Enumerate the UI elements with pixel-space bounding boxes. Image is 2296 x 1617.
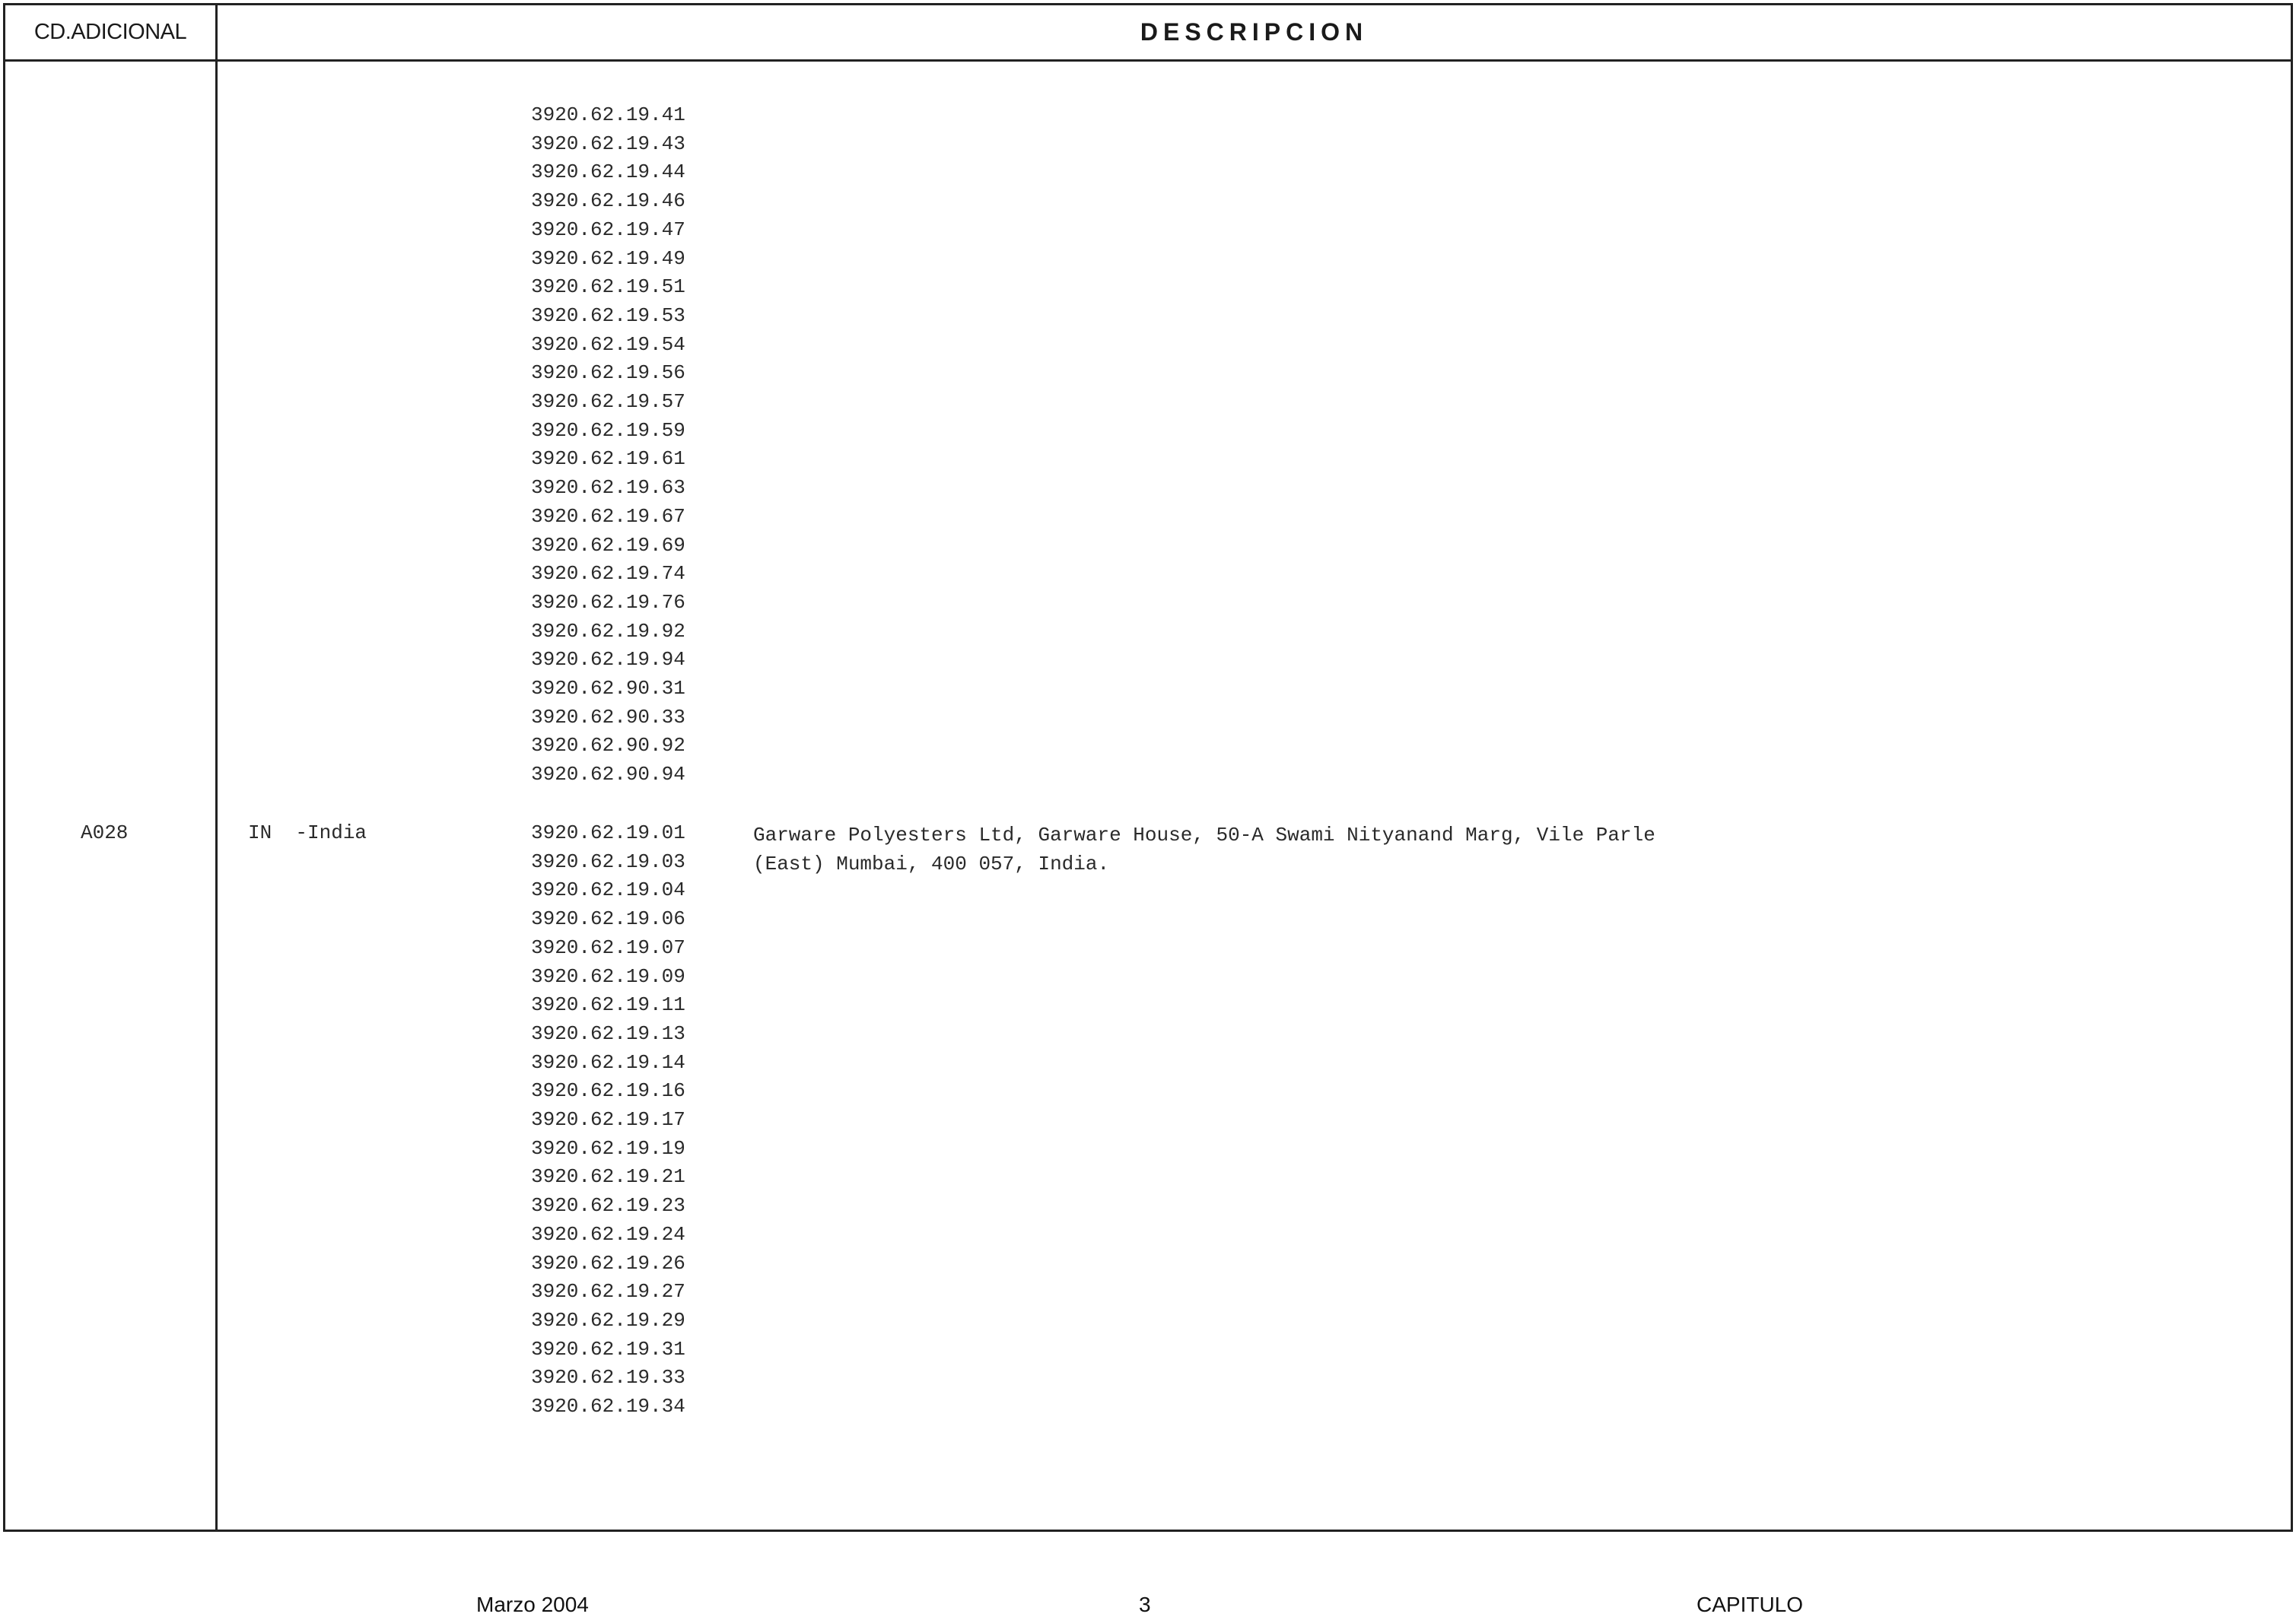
tariff-code: 3920.62.19.13 — [531, 1021, 685, 1045]
tariff-code: 3920.62.19.46 — [531, 189, 685, 213]
description-line: Garware Polyesters Ltd, Garware House, 50-A Swami Nityanand Marg, Vile Parle — [753, 824, 1655, 847]
header-cd-adicional: CD.ADICIONAL — [33, 20, 187, 44]
tariff-code: 3920.62.19.01 — [531, 821, 685, 844]
description-line: (East) Mumbai, 400 057, India. — [753, 852, 1110, 875]
table-header — [5, 5, 2291, 62]
tariff-code: 3920.62.19.23 — [531, 1194, 685, 1218]
tariff-code: 3920.62.19.44 — [531, 160, 685, 184]
tariff-code: 3920.62.19.47 — [531, 218, 685, 241]
footer-section: CAPITULO — [1697, 1593, 1804, 1616]
entry-description — [753, 821, 1655, 878]
tariff-code: 3920.62.19.33 — [531, 1366, 685, 1390]
header-descripcion: DESCRIPCION — [1140, 18, 1369, 46]
tariff-code: 3920.62.19.69 — [531, 533, 685, 557]
document-table — [3, 3, 2293, 1532]
tariff-code: 3920.62.19.06 — [531, 907, 685, 931]
tariff-code: 3920.62.90.33 — [531, 705, 685, 729]
tariff-code: 3920.62.90.94 — [531, 763, 685, 786]
tariff-code: 3920.62.19.07 — [531, 936, 685, 959]
tariff-code: 3920.62.19.54 — [531, 332, 685, 356]
tariff-code: 3920.62.19.67 — [531, 504, 685, 528]
tariff-code: 3920.62.19.17 — [531, 1108, 685, 1132]
entry-code-list — [531, 819, 685, 1422]
tariff-code: 3920.62.19.21 — [531, 1165, 685, 1189]
tariff-code: 3920.62.19.03 — [531, 850, 685, 873]
tariff-code: 3920.62.90.92 — [531, 734, 685, 758]
continued-code-list — [531, 101, 685, 789]
tariff-code: 3920.62.19.76 — [531, 590, 685, 614]
tariff-code: 3920.62.19.19 — [531, 1136, 685, 1160]
tariff-code: 3920.62.19.11 — [531, 993, 685, 1017]
tariff-code: 3920.62.19.63 — [531, 476, 685, 500]
tariff-code: 3920.62.19.27 — [531, 1280, 685, 1304]
column-divider — [215, 5, 218, 1530]
tariff-code: 3920.62.19.24 — [531, 1222, 685, 1246]
entry-country: IN -India — [248, 821, 367, 844]
footer-date: Marzo 2004 — [476, 1593, 589, 1616]
tariff-code: 3920.62.19.09 — [531, 964, 685, 988]
tariff-code: 3920.62.19.92 — [531, 619, 685, 643]
tariff-code: 3920.62.90.31 — [531, 677, 685, 700]
tariff-code: 3920.62.19.31 — [531, 1337, 685, 1361]
tariff-code: 3920.62.19.94 — [531, 648, 685, 672]
tariff-code: 3920.62.19.14 — [531, 1050, 685, 1074]
tariff-code: 3920.62.19.61 — [531, 447, 685, 471]
tariff-code: 3920.62.19.51 — [531, 275, 685, 299]
entry-code: A028 — [81, 821, 129, 844]
tariff-code: 3920.62.19.16 — [531, 1079, 685, 1103]
tariff-code: 3920.62.19.41 — [531, 103, 685, 126]
tariff-code: 3920.62.19.26 — [531, 1251, 685, 1275]
footer-page-number: 3 — [1139, 1593, 1151, 1616]
tariff-code: 3920.62.19.57 — [531, 390, 685, 414]
tariff-code: 3920.62.19.59 — [531, 418, 685, 442]
tariff-code: 3920.62.19.56 — [531, 361, 685, 385]
tariff-code: 3920.62.19.49 — [531, 246, 685, 270]
tariff-code: 3920.62.19.29 — [531, 1308, 685, 1332]
tariff-code: 3920.62.19.53 — [531, 303, 685, 327]
tariff-code: 3920.62.19.74 — [531, 562, 685, 586]
tariff-code: 3920.62.19.34 — [531, 1395, 685, 1418]
tariff-code: 3920.62.19.43 — [531, 132, 685, 155]
tariff-code: 3920.62.19.04 — [531, 878, 685, 902]
